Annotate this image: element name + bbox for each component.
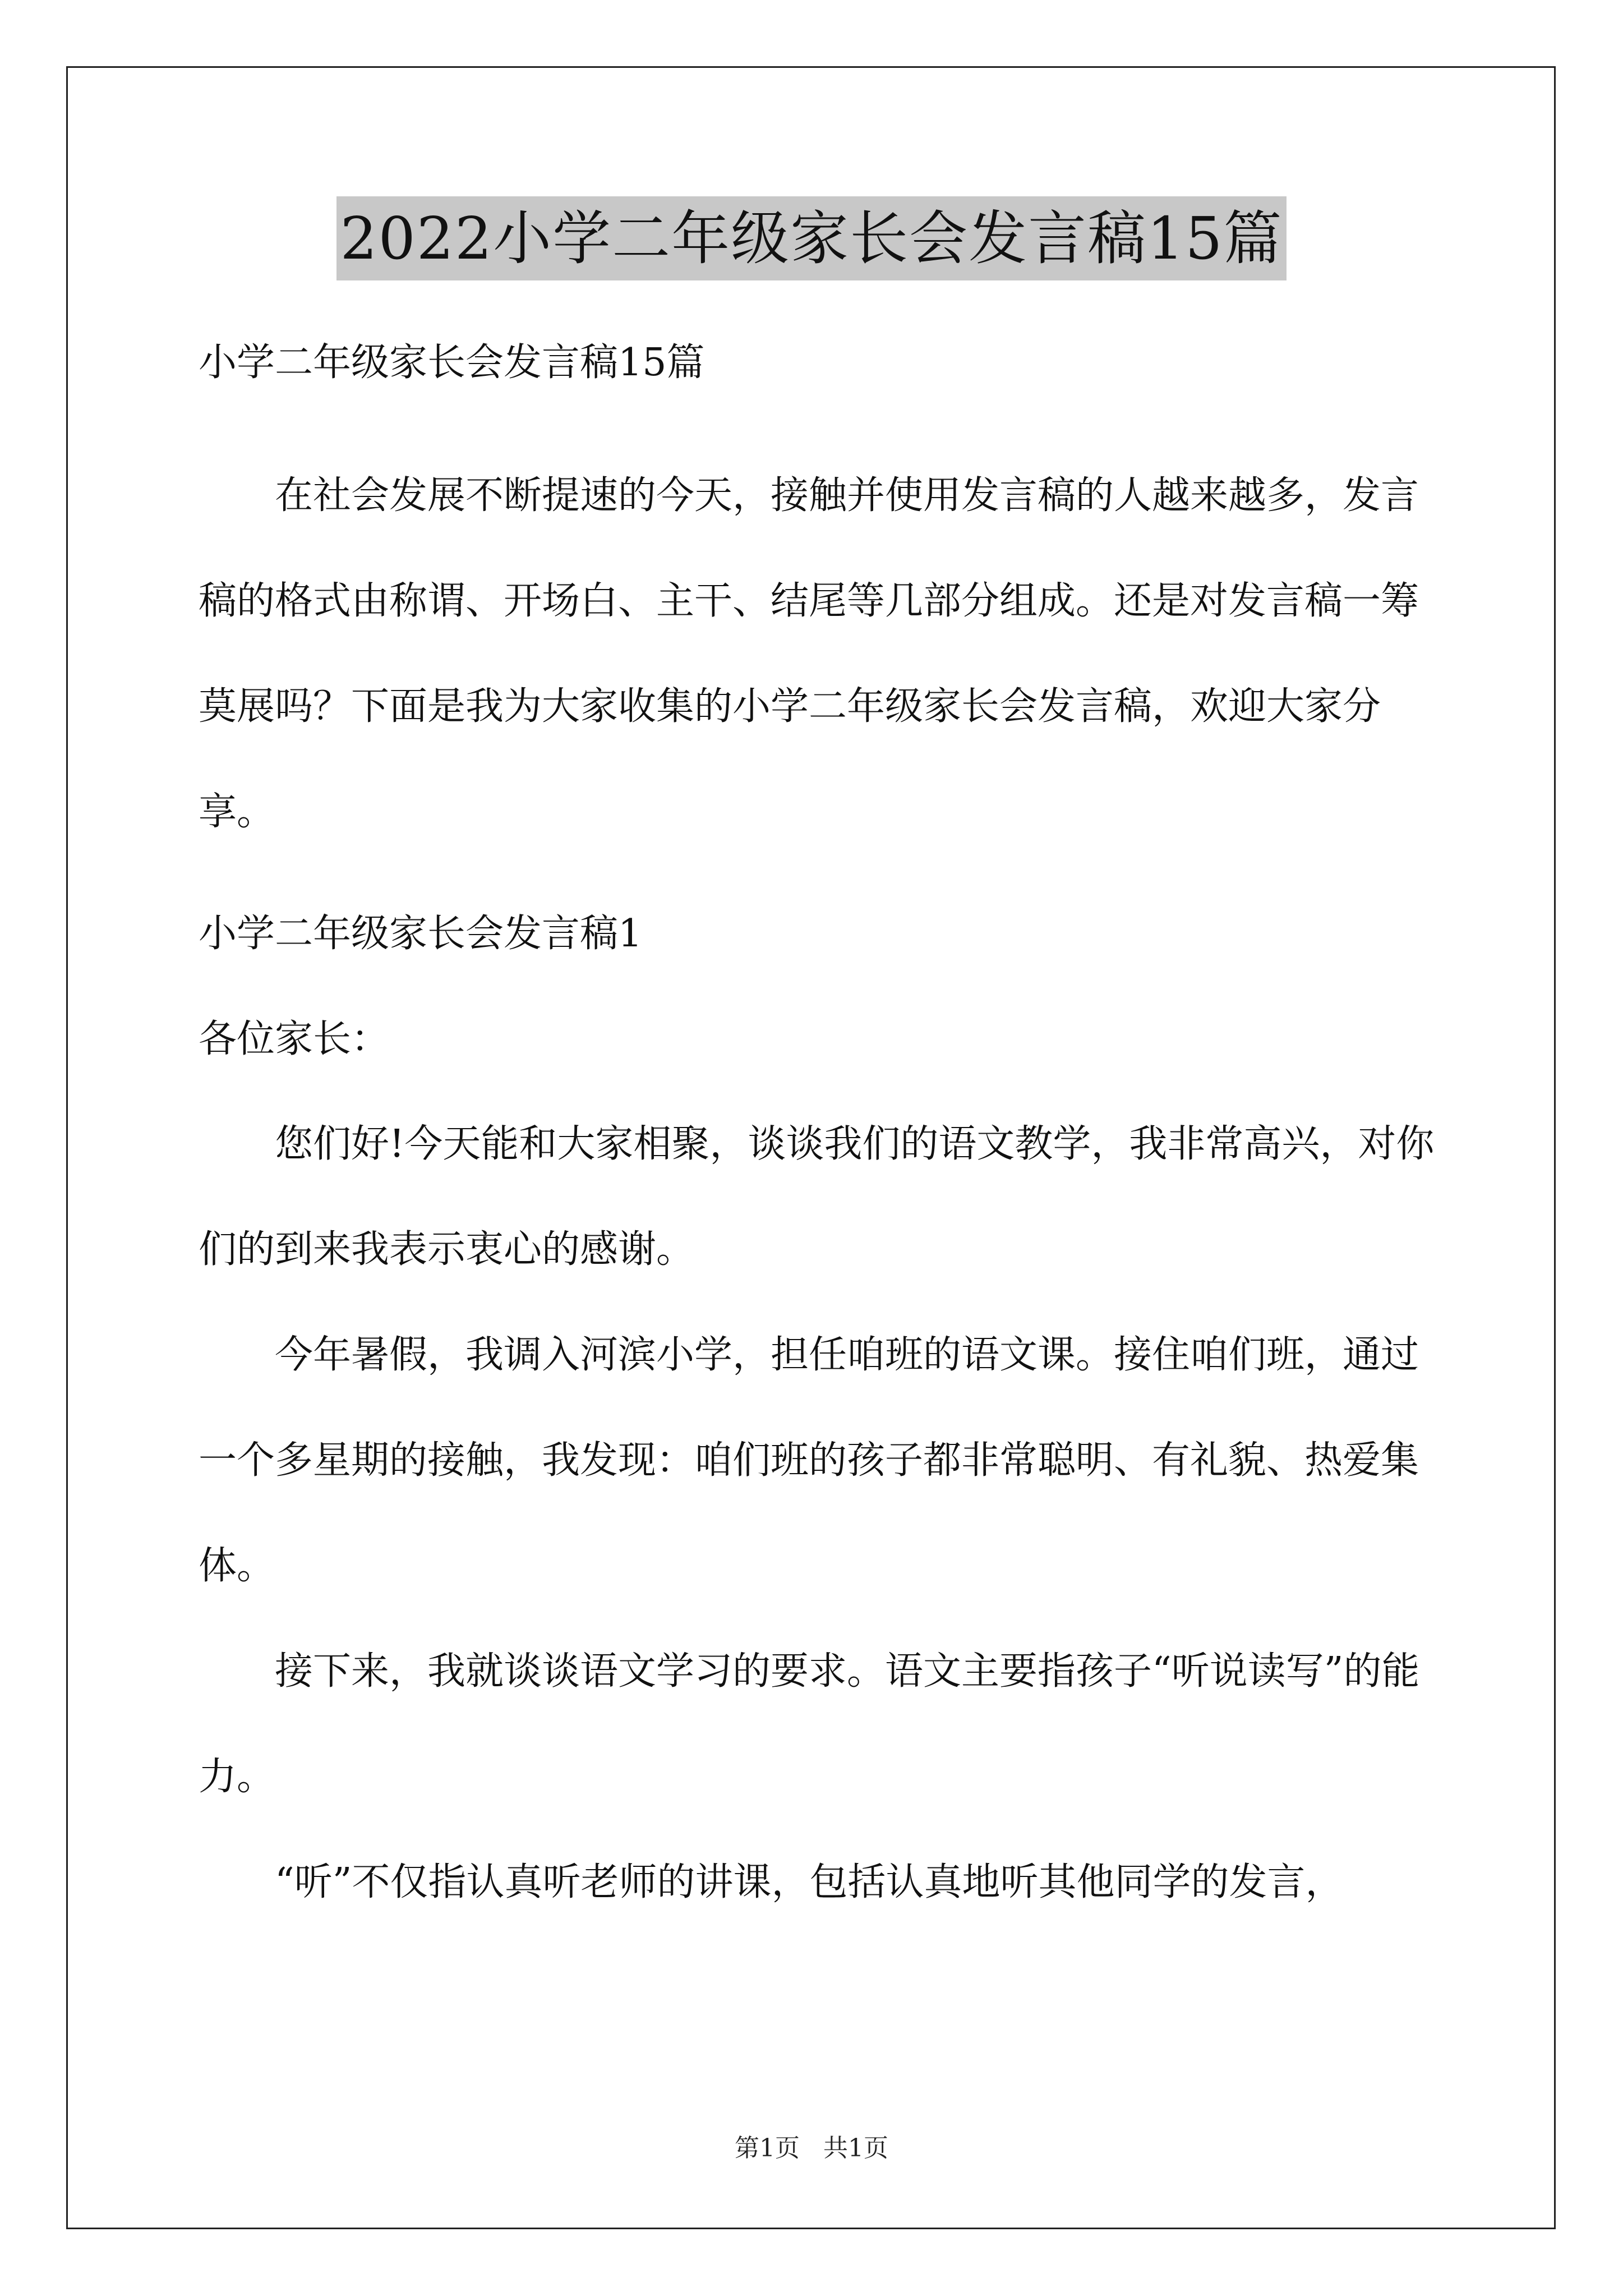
salutation: 各位家长： (199, 1017, 390, 1061)
body-paragraph: 接下来，我就谈谈语文学习的要求。语文主要指孩子“听说读写”的能力。 (199, 1649, 1420, 1799)
intro-paragraph: 在社会发展不断提速的今天，接触并使用发言稿的人越来越多，发言稿的格式由称谓、开场白、主干、结尾等几部分组成。还是对发言稿一筹莫展吗？下面是我为大家收集的小学二年级家长会发言稿，欢迎大家分享。 (199, 473, 1419, 834)
document-title: 2022小学二年级家长会发言稿15篇 (336, 196, 1286, 280)
page-number: 第1页 (735, 2134, 800, 2162)
title-container (0, 196, 1623, 280)
page-total: 共1页 (823, 2134, 888, 2162)
body-paragraph: “听”不仅指认真听老师的讲课，包括认真地听其他同学的发言， (275, 1860, 1344, 1904)
body-paragraph: 今年暑假，我调入河滨小学，担任咱班的语文课。接住咱们班，通过一个多星期的接触，我发现：咱们班的孩子都非常聪明、有礼貌、热爱集体。 (199, 1333, 1419, 1588)
page-footer (0, 2132, 1623, 2165)
document-body (199, 337, 1455, 1935)
section-heading: 小学二年级家长会发言稿1 (199, 912, 643, 956)
body-paragraph: 您们好!今天能和大家相聚，谈谈我们的语文教学，我非常高兴，对你们的到来我表示衷心的感谢。 (199, 1122, 1435, 1272)
document-subtitle: 小学二年级家长会发言稿15篇 (199, 341, 705, 385)
